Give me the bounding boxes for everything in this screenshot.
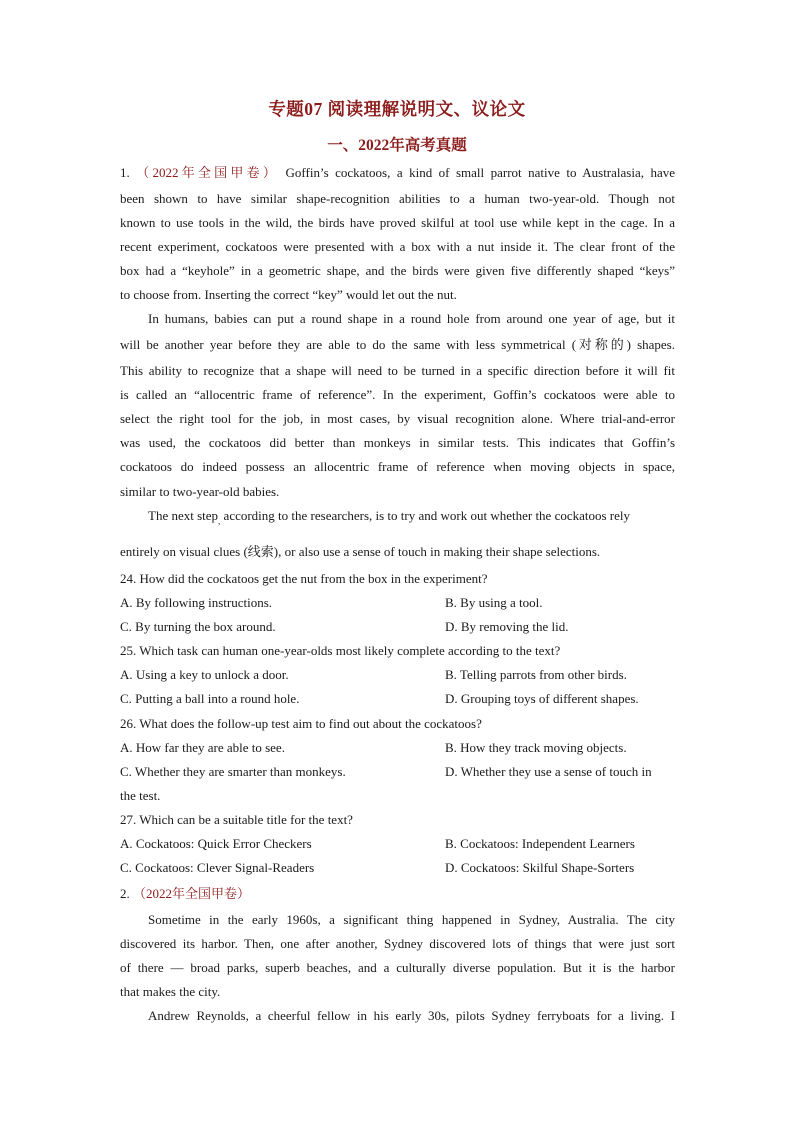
option-b: B. How they track moving objects. [445,740,627,755]
subscript-comma: , [218,516,221,526]
passage1-line: will be another year before they are able to do the same with less symmetrical (对称的) shapes. [120,337,675,352]
page-title: 专题07 阅读理解说明文、议论文 [268,99,526,119]
option-d-continued: the test. [120,788,161,803]
passage1-source: （2022年全国甲卷） [136,165,280,180]
passage1-line: known to use tools in the wild, the birds have proved skilful at tool use while kept in the cage. In a [120,215,675,230]
passage1-line: was used, the cockatoos did better than monkeys in similar tests. This indicates that Goffin’s [120,435,675,450]
passage1-text: The next step [148,508,219,523]
passage1-line: This ability to recognize that a shape will need to be turned in a specific direction before it will fit [120,363,675,378]
option-b: B. By using a tool. [445,595,543,610]
passage2-line: of there — broad parks, superb beaches, and a culturally diverse population. But it is the harbor [120,960,675,975]
passage1-line: to choose from. Inserting the correct “key” would let out the nut. [120,287,457,302]
question-stem: 26. What does the follow-up test aim to find out about the cockatoos? [120,716,482,731]
option-a: A. Cockatoos: Quick Error Checkers [120,836,312,851]
passage1-line [120,165,675,181]
passage2-line: Andrew Reynolds, a cheerful fellow in his early 30s, pilots Sydney ferryboats for a living. I [148,1008,675,1023]
option-c: C. By turning the box around. [120,619,276,634]
passage1-number: 1. [120,165,130,180]
passage1-line: similar to two-year-old babies. [120,484,280,499]
passage1-line: cockatoos do indeed possess an allocentric frame of reference when moving objects in space, [120,459,675,474]
option-d: D. Grouping toys of different shapes. [445,691,639,706]
option-d: D. Whether they use a sense of touch in [445,764,652,779]
option-c: C. Putting a ball into a round hole. [120,691,300,706]
passage1-text: according to the researchers, is to try and work out whether the cockatoos rely [220,508,631,523]
option-a: A. By following instructions. [120,595,273,610]
passage1-line: is called an “allocentric frame of reference”. In the experiment, Goffin’s cockatoos were able to [120,387,675,402]
question-stem: 27. Which can be a suitable title for the text? [120,812,353,827]
passage2-source: （2022年全国甲卷） [133,886,251,901]
passage1-text: Goffin’s cockatoos, a kind of small parrot native to Australasia, have [285,165,675,180]
option-b: B. Cockatoos: Independent Learners [445,836,635,851]
passage1-line: been shown to have similar shape-recognition abilities to a human two-year-old. Though not [120,191,675,206]
passage2-line: Sometime in the early 1960s, a significant thing happened in Sydney, Australia. The city [148,912,675,927]
option-c: C. Cockatoos: Clever Signal-Readers [120,860,315,875]
passage2-header [120,886,675,902]
passage2-line: discovered its harbor. Then, one after another, Sydney discovered lots of things that were just sort [120,936,675,951]
question-stem: 25. Which task can human one-year-olds most likely complete according to the text? [120,643,561,658]
passage1-line: entirely on visual clues (线索), or also use a sense of touch in making their shape selections. [120,544,601,559]
option-d: D. Cockatoos: Skilful Shape-Sorters [445,860,635,875]
option-b: B. Telling parrots from other birds. [445,667,627,682]
option-d: D. By removing the lid. [445,619,569,634]
question-stem: 24. How did the cockatoos get the nut from the box in the experiment? [120,571,488,586]
passage1-line: box had a “keyhole” in a geometric shape, and the birds were given five differently shaped “keys” [120,263,675,278]
passage1-line: recent experiment, cockatoos were presented with a box with a nut inside it. The clear front of the [120,239,675,254]
option-c: C. Whether they are smarter than monkeys. [120,764,346,779]
option-a: A. How far they are able to see. [120,740,285,755]
passage2-number: 2. [120,886,130,901]
passage1-line: select the right tool for the job, in most cases, by visual recognition alone. Where trial-and-error [120,411,675,426]
passage1-line: In humans, babies can put a round shape in a round hole from around one year of age, but it [148,311,675,326]
passage1-line [148,508,675,529]
option-a: A. Using a key to unlock a door. [120,667,289,682]
passage2-line: that makes the city. [120,984,221,999]
section-subtitle: 一、2022年高考真题 [327,137,467,154]
